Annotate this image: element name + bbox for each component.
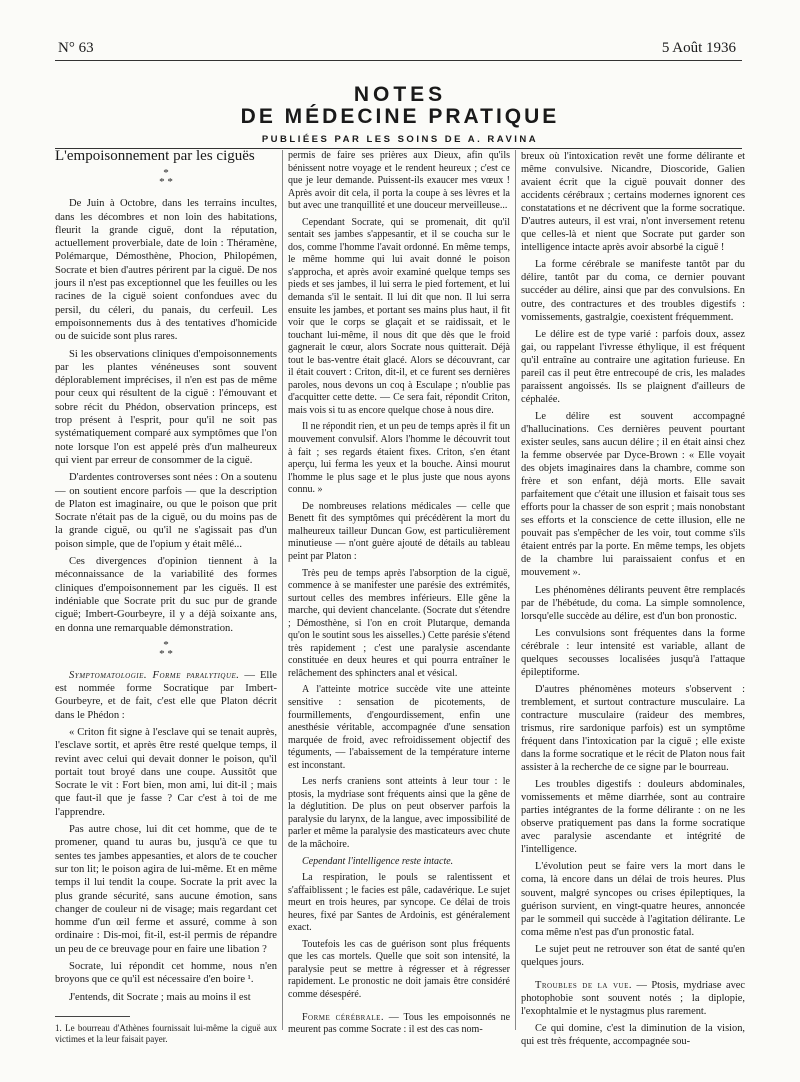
- masthead: [0, 84, 800, 145]
- paragraph: Les troubles digestifs : douleurs abdominales, vomissements et même diarrhée, sont au contraire parties intégrantes de la forme délirante : on ne les observe pratiquement pas dans la forme socratique avec paralysie ascendante et intégrité de l'intelligence.: [521, 779, 745, 856]
- paragraph: De nombreuses relations médicales — celle que Benett fit des symptômes qui précédèrent la mort du malheureux tailleur Duncan Gow, est particulièrement minutieuse — n'ont guère ajouté de détails au tableau peint par Platon :: [288, 500, 510, 562]
- paragraph: Pas autre chose, lui dit cet homme, que de te promener, quand tu auras bu, jusqu'à ce que tu sentes tes jambes appesanties, et alors de te coucher sur ton lit; le poison agira de lui-même. Et en même temps il lui tendit la coupe. Socrate la prit avec la plus grande sécurité, sans aucune émotion, sans changer de couleur ni de visage; mais regardant cet homme d'un œil ferme et assuré, comme à son ordinaire : Dis-moi, fit-il, est-il permis de répandre un peu de ce breuvage pour en faire une libation ?: [55, 824, 277, 955]
- issue-date: 5 Août 1936: [661, 40, 736, 56]
- paragraph: Très peu de temps après l'absorption de la ciguë, commence à se manifester une parésie des extrémités, surtout celles des membres inférieurs. Elle gêne la marche, qui devient chancelante. (Socrate dut s'étendre ; Démosthène, si l'on en croit Plutarque, demanda qu'on le soutint sous les aisselles.) Cette parésie s'étend très rapidement ; c'est une paralysie ascendante constituée en deux heures et qui pourra entraîner le relâchement des sphincters anal et vésical.: [288, 567, 510, 679]
- star-line: * *: [159, 647, 173, 660]
- paragraph: J'entends, dit Socrate ; mais au moins il est: [69, 991, 251, 1003]
- ornament-stars: [55, 169, 277, 187]
- footnote: 1. Le bourreau d'Athènes fournissait lui-même la ciguë aux victimes et la leur faisait payer.: [55, 1022, 277, 1044]
- paragraph: La respiration, le pouls se ralentissent et s'affaiblissent ; le facies est pâle, cadavérique. Le sujet meurt en trois heures, par syncope. Ce délai de trois heures, fixé par Santes de Ardoinis, est généralement exact.: [288, 872, 510, 934]
- paragraph: Socrate, lui répondit cet homme, nous n'en broyons que ce qu'il est nécessaire d'en boire ¹.: [55, 961, 277, 986]
- paragraph: Ces divergences d'opinion tiennent à la méconnaissance de la variabilité des formes cliniques d'empoisonnement par les ciguës. Il est indéniable que Socrate prit du suc pur de grande ciguë; Imbert-Gourbeyre, il y a déjà soixante ans, en donna une remarquable démonstration.: [55, 556, 277, 634]
- paragraph: A l'atteinte motrice succède vite une atteinte sensitive : sensation de picotements, de fourmillements, d'engourdissement, enfin une anesthésie véritable, accompagnée d'une sensation marquée de froid, avec refroidissement objectif des téguments, — l'abaissement de la température interne est inconstant.: [288, 684, 510, 771]
- paragraph: Les convulsions sont fréquentes dans la forme cérébrale : leur intensité est variable, allant de quelques secousses localisées jusqu'à l'attaque épileptiforme.: [521, 627, 745, 678]
- section-label: Forme cérébrale.: [302, 1011, 384, 1023]
- paragraph: Le sujet peut ne retrouver son état de santé qu'en quelques jours.: [521, 943, 745, 968]
- paragraph: [55, 669, 277, 722]
- ornament-stars: [55, 638, 277, 660]
- paragraph: Les phénomènes délirants peuvent être remplacés par de l'hébétude, du coma. La simple somnolence, lorsqu'elle succède au délire, est d'un bon pronostic.: [521, 584, 745, 622]
- issue-number: N° 63: [58, 40, 94, 56]
- masthead-title-line1: NOTES: [353, 83, 447, 106]
- paragraph: Le délire est souvent accompagné d'hallucinations. Ces dernières peuvent pourtant exister seules, sans aucun délire ; il en était ainsi chez la femme observée par Dyce-Brown : « Elle voyait des objets imaginaires dans la chambre, comme son frère et son enfant, déjà morts. Elle savait parfaitement que c'était une illusion et faisait tous ses efforts pour la chasser de son esprit ; mais nonobstant ses efforts et la conscience de cette illusion, elle ne pouvait pas s'empêcher de les voir, tout comme s'ils étaient entrés par la porte. En même temps, les objets de la chambre lui paraissaient confus et en mouvement ».: [521, 410, 745, 579]
- column-divider: [282, 150, 283, 1030]
- paragraph: [288, 1012, 510, 1037]
- paragraph: [521, 979, 745, 1018]
- footnote-rule: [55, 1016, 130, 1017]
- paragraph: Il ne répondit rien, et un peu de temps après il fit un mouvement convulsif. Alors l'homme le découvrit tout à fait ; ses regards étaient fixes. Criton, s'en étant aperçu, lui ferma les yeux et la bouche. Ainsi mourut l'homme le plus sage et le plus juste que nous ayons connu. »: [288, 421, 510, 496]
- paragraph: breux où l'intoxication revêt une forme délirante et même convulsive. Nicandre, Dioscoride, Galien avaient écrit que la ciguë pouvait donner des accidents cérébraux ; certains modernes ignorent ces constatations et ne décrivent que la forme socratique. D'autres auteurs, il est vrai, n'ont inversement retenu que celles-là et nient que Socrate put garder son intelligence intacte après avoir absorbé la ciguë !: [521, 151, 745, 254]
- paragraph: permis de faire ses prières aux Dieux, afin qu'ils bénissent notre voyage et le rendent heureux ; c'est ce que je leur demande. Puissent-ils exaucer mes vœux ! Après avoir dit cela, il porta la coupe à ses lèvres et la but avec une tranquillité et une douceur merveilleuse...: [288, 150, 510, 212]
- paragraph: Toutefois les cas de guérison sont plus fréquents que les cas mortels. Quelle que soit son intensité, la paralysie peut se mettre à régresser et à régresser rapidement. Le pronostic ne doit jamais être considéré comme désespéré.: [288, 938, 510, 1000]
- paragraph: Ce qui domine, c'est la diminution de la vision, qui est très fréquente, accompagnée sou-: [521, 1022, 745, 1047]
- section-text: — Ptosis, mydriase avec photophobie sont souvent notés ; la diplopie, l'exophtalmie et le nystagmus plus rarement.: [521, 979, 745, 1017]
- paragraph: D'ardentes controverses sont nées : On a soutenu — on soutient encore parfois — que la description de Platon est imaginaire, ou que le poison que prit Socrate n'était pas de la ciguë, ou du moins pas de la grande ciguë, ou qu'il ne s'agissait pas d'un poison simple, que de l'opium y était mêlé...: [55, 472, 277, 550]
- column-3: [521, 150, 745, 1052]
- masthead-title-line2: DE MÉDECINE PRATIQUE: [240, 105, 560, 128]
- paragraph: Si les observations cliniques d'empoisonnements par les plantes vénéneuses sont souvent déplorablement imprécises, il n'en est pas de même pour ceux qui résultent de la ciguë : l'émouvant et sobre récit du Phédon, observation princeps, est trop présent à l'esprit, pour qu'il ne soit pas systématiquement comparé aux symptômes que l'on note lorsque l'on est appelé près d'un malheureux qui vient par erreur de consommer de la ciguë.: [55, 348, 277, 466]
- section-text: — Elle est nommée forme Socratique par Imbert-Gourbeyre, et de fait, c'est elle que Platon décrit dans le Phédon :: [55, 669, 278, 721]
- article-title: L'empoisonnement par les ciguës: [55, 148, 255, 164]
- paragraph: L'évolution peut se faire vers la mort dans le coma, là encore dans un délai de trois heures. Plus souvent, malgré syncopes ou crises épileptiques, la guérison survient, en vingt-quatre heures, annoncée par le sommeil qui succède à l'agitation délirante. Le coma même n'est pas d'un pronostic fatal.: [521, 861, 745, 938]
- paragraph: D'autres phénomènes moteurs s'observent : tremblement, et surtout contracture musculaire. La contracture musculaire (raideur des membres, trismus, rire sardonique parfois) est un symptôme fréquent dans l'intoxication par la ciguë ; elle existe dans la forme socratique et le récit de Platon nous fait assister à la recherche de ce signe par le bourreau.: [521, 683, 745, 774]
- section-text: — Tous les empoisonnés ne meurent pas comme Socrate : il est des cas nom-: [288, 1011, 511, 1036]
- column-2: [288, 150, 510, 1041]
- paragraph: Cependant l'intelligence reste intacte.: [302, 855, 454, 867]
- paragraph: Cependant Socrate, qui se promenait, dit qu'il sentait ses jambes s'appesantir, et il se coucha sur le dos, comme l'homme l'avait ordonné. En même temps, le même homme qui lui avait donné le poison s'approcha, et après avoir examiné quelque temps ses pieds et ses jambes, il lui serra le pied fortement, et lui demanda s'il le sentait. Il lui dit que non. Il lui serra ensuite les jambes, et portant ses mains plus haut, il fit voir que le corps se glaçait et se raidissait, et le touchant lui-même, il nous dit que dès que le froid gagnerait le cœur, alors Socrate nous quitterait. Déjà tout le bas-ventre était glacé. Alors se découvrant, car il était couvert : Criton, dit-il, et ce furent ses dernières paroles, nous devons un coq à Esculape ; n'oublie pas d'acquitter cette dette. — Ce sera fait, répondit Criton, mais vois si tu as encore quelque chose à nous dire.: [288, 216, 510, 416]
- section-label: Symptomatologie. Forme paralytique.: [69, 669, 240, 681]
- star-line: *: [163, 638, 169, 651]
- section-label: Troubles de la vue.: [535, 979, 632, 991]
- paragraph: Les nerfs craniens sont atteints à leur tour : le ptosis, la mydriase sont fréquents ainsi que la gêne de la déglutition. De plus on peut observer parfois la paralysie du larynx, de la langue, avec impossibilité de parler et même la paralysie des masticateurs avec chute de la mâchoire.: [288, 776, 510, 850]
- column-1: [55, 150, 277, 1049]
- column-divider: [515, 150, 516, 1030]
- paragraph: De Juin à Octobre, dans les terrains incultes, dans les décombres et non loin des habitations, fleurit la grande ciguë, dont la réputation, actuellement proverbiale, date de loin : Théramène, Polémarque, Démosthène, Phocion, Philopémen, Socrate et bien d'autres périrent par la ciguë. De nos jours il n'est pas exceptionnel que les feuilles ou les racines de la ciguë soient confondues avec du persil, du céleri, du panais, du cerfeuil. Les empoisonnements dus à des tentatives d'homicide ou de suicide sont plus rares.: [55, 198, 277, 343]
- paragraph: Le délire est de type varié : parfois doux, assez gai, ou rappelant l'ivresse éthylique, il est fréquent qu'il entraîne au contraire une agitation furieuse. En pareil cas il peut être entrecoupé de cris, les malades paraissent angoissés. Ils se plaignent d'ailleurs de céphalée.: [521, 328, 745, 405]
- paragraph: « Criton fit signe à l'esclave qui se tenait auprès, l'esclave sortit, et après être resté quelque temps, il revint avec celui qui devait donner le poison, qu'il portait tout broyé dans une coupe. Aussitôt que Socrate le vit : Fort bien, mon ami, lui dit-il ; mais que faut-il que je fasse ? Car c'est à toi de me l'apprendre.: [55, 726, 277, 818]
- star-line: * *: [159, 176, 173, 189]
- top-rule: [55, 60, 742, 61]
- paragraph: La forme cérébrale se manifeste tantôt par du délire, tantôt par du coma, ce dernier pouvant succéder au délire, ainsi que par des convulsions. En outre, des contractures et des troubles digestifs : vomissements, gastralgie, coexistent fréquemment.: [521, 259, 745, 323]
- masthead-subtitle: PUBLIÉES PAR LES SOINS DE A. RAVINA: [261, 134, 539, 145]
- star-line: *: [163, 167, 169, 180]
